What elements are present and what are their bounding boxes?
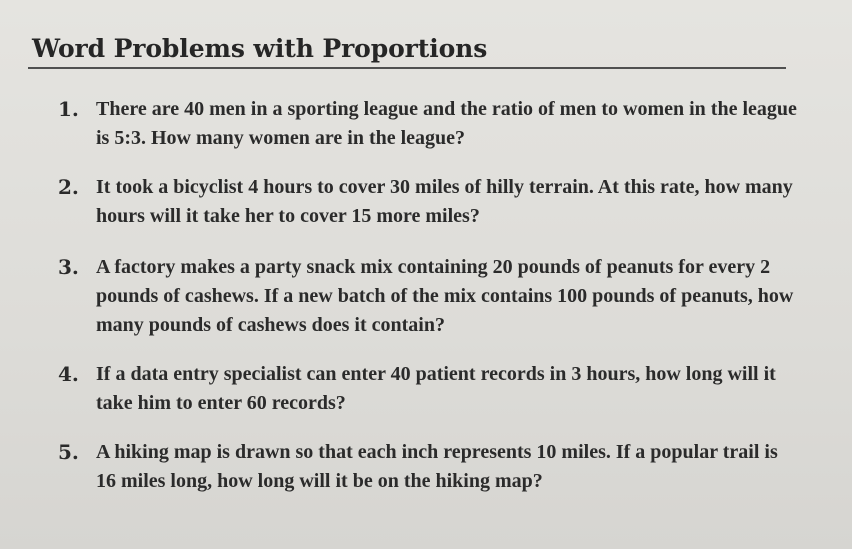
problem-item (58, 173, 798, 231)
page-title: Word Problems with Proportions (32, 34, 488, 63)
problem-item (58, 438, 798, 496)
problem-item (58, 95, 798, 153)
problem-text: A factory makes a party snack mix containing 20 pounds of peanuts for every 2 pounds of cashews. If a new batch of the mix contains 100 pounds of peanuts, how many pounds of cashews does it contain? (96, 256, 794, 336)
problem-text: It took a bicyclist 4 hours to cover 30 miles of hilly terrain. At this rate, how many hours will it take her to cover 15 more miles? (96, 176, 793, 227)
title-underline (28, 67, 786, 69)
problem-number: 1. (58, 97, 79, 121)
problem-number: 3. (58, 255, 79, 279)
problem-item (58, 360, 798, 418)
problem-number: 4. (58, 362, 79, 386)
problem-number: 5. (58, 440, 79, 464)
problem-item (58, 253, 798, 340)
problem-number: 2. (58, 175, 79, 199)
problem-text: There are 40 men in a sporting league and the ratio of men to women in the league is 5:3. How many women are in the league? (96, 98, 797, 149)
problem-text: A hiking map is drawn so that each inch represents 10 miles. If a popular trail is 16 miles long, how long will it be on the hiking map? (96, 441, 778, 492)
problem-text: If a data entry specialist can enter 40 patient records in 3 hours, how long will it take him to enter 60 records? (96, 363, 776, 414)
problem-list (58, 95, 798, 516)
